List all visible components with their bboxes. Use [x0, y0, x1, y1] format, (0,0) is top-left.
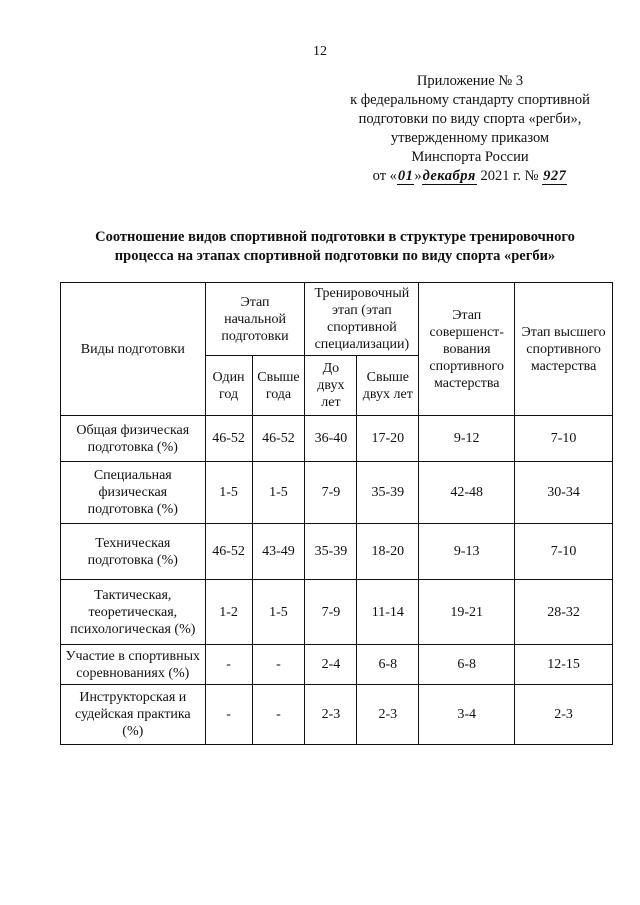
cell-value: 46-52 — [205, 416, 252, 462]
header-stage-improvement: Этап совершенст-вования спортивного мастерства — [419, 283, 515, 416]
cell-value: 2-3 — [357, 685, 419, 745]
cell-value: 2-3 — [305, 685, 357, 745]
cell-value: 28-32 — [515, 580, 613, 645]
row-label: Техническая подготовка (%) — [61, 524, 206, 580]
cell-value: 2-4 — [305, 645, 357, 685]
order-date-line — [300, 167, 640, 186]
title-line-1: Соотношение видов спортивной подготовки в структуре тренировочного — [95, 229, 575, 245]
cell-value: 46-52 — [252, 416, 305, 462]
cell-value: 35-39 — [305, 524, 357, 580]
cell-value: 7-9 — [305, 462, 357, 524]
appendix-line-standard: к федеральному стандарту спортивной — [350, 92, 590, 108]
cell-value: 19-21 — [419, 580, 515, 645]
order-date-prefix: от « — [372, 168, 397, 184]
appendix-block — [300, 72, 640, 186]
row-label: Общая физическая подготовка (%) — [61, 416, 206, 462]
appendix-line-sport: подготовки по виду спорта «регби», — [358, 111, 582, 127]
cell-value: 1-5 — [252, 462, 305, 524]
row-label: Инструкторская и судейская практика (%) — [61, 685, 206, 745]
subheader-over-year: Свыше года — [252, 356, 305, 416]
cell-value: - — [205, 645, 252, 685]
cell-value: 30-34 — [515, 462, 613, 524]
cell-value: 9-13 — [419, 524, 515, 580]
table-row — [61, 645, 613, 685]
cell-value: 2-3 — [515, 685, 613, 745]
appendix-line-approved: утвержденному приказом — [390, 130, 550, 146]
header-types: Виды подготовки — [61, 283, 206, 416]
row-label: Участие в спортивных соревнованиях (%) — [61, 645, 206, 685]
order-year-text: 2021 г. № — [480, 168, 539, 184]
subheader-one-year: Один год — [205, 356, 252, 416]
table-row — [61, 580, 613, 645]
order-quote-close: » — [414, 168, 422, 184]
cell-value: 36-40 — [305, 416, 357, 462]
cell-value: 6-8 — [419, 645, 515, 685]
cell-value: 7-9 — [305, 580, 357, 645]
cell-value: 6-8 — [357, 645, 419, 685]
order-number-handwritten: 927 — [543, 168, 567, 184]
document-title — [40, 228, 630, 266]
cell-value: 17-20 — [357, 416, 419, 462]
appendix-line-ministry: Минспорта России — [411, 149, 529, 165]
cell-value: 35-39 — [357, 462, 419, 524]
table-header-row — [61, 283, 613, 356]
cell-value: 9-12 — [419, 416, 515, 462]
subheader-up-to-two-years: До двух лет — [305, 356, 357, 416]
cell-value: 43-49 — [252, 524, 305, 580]
title-line-2: процесса на этапах спортивной подготовки по виду спорта «регби» — [114, 248, 556, 264]
cell-value: 46-52 — [205, 524, 252, 580]
cell-value: 12-15 — [515, 645, 613, 685]
cell-value: - — [205, 685, 252, 745]
header-stage-training: Тренировочный этап (этап спортивной специализации) — [305, 283, 419, 356]
cell-value: 7-10 — [515, 524, 613, 580]
appendix-title: Приложение № 3 — [416, 73, 524, 89]
table-row — [61, 462, 613, 524]
order-month-handwritten: декабря — [422, 168, 476, 184]
cell-value: 3-4 — [419, 685, 515, 745]
header-stage-initial: Этап начальной подготовки — [205, 283, 305, 356]
cell-value: 1-5 — [205, 462, 252, 524]
row-label: Специальная физическая подготовка (%) — [61, 462, 206, 524]
header-stage-higher: Этап высшего спортивного мастерства — [515, 283, 613, 416]
table-row — [61, 416, 613, 462]
table-row — [61, 524, 613, 580]
training-ratio-table — [60, 282, 613, 745]
cell-value: - — [252, 645, 305, 685]
cell-value: 1-2 — [205, 580, 252, 645]
cell-value: 18-20 — [357, 524, 419, 580]
cell-value: - — [252, 685, 305, 745]
table-row — [61, 685, 613, 745]
row-label: Тактическая, теоретическая, психологическая (%) — [61, 580, 206, 645]
order-day-handwritten: 01 — [397, 168, 414, 184]
cell-value: 1-5 — [252, 580, 305, 645]
cell-value: 7-10 — [515, 416, 613, 462]
cell-value: 11-14 — [357, 580, 419, 645]
subheader-over-two-years: Свыше двух лет — [357, 356, 419, 416]
page-number: 12 — [313, 44, 327, 59]
cell-value: 42-48 — [419, 462, 515, 524]
